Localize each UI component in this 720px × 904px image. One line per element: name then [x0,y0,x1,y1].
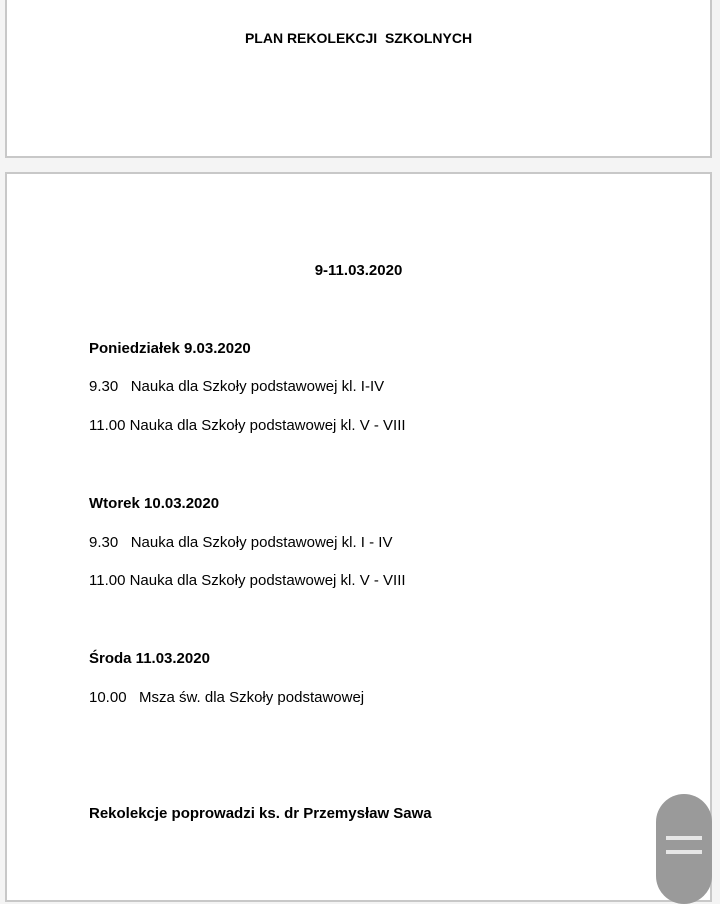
day-heading: Środa 11.03.2020 [89,650,210,667]
page-2 [5,172,712,902]
footer-note: Rekolekcje poprowadzi ks. dr Przemysław Sawa [89,805,432,822]
page-1 [5,0,712,158]
schedule-item: 10.00 Msza św. dla Szkoły podstawowej [89,689,365,706]
schedule-item: 9.30 Nauka dla Szkoły podstawowej kl. I-IV [89,378,385,395]
schedule-item: 11.00 Nauka dla Szkoły podstawowej kl. V - VIII [89,417,406,434]
date-range: 9-11.03.2020 [314,262,403,279]
scroll-handle[interactable] [656,794,712,904]
schedule-item: 9.30 Nauka dla Szkoły podstawowej kl. I - IV [89,534,393,551]
document-title: PLAN REKOLEKCJI SZKOLNYCH [244,30,473,46]
schedule-item: 11.00 Nauka dla Szkoły podstawowej kl. V - VIII [89,572,406,589]
day-heading: Poniedziałek 9.03.2020 [89,340,251,357]
day-heading: Wtorek 10.03.2020 [89,495,220,512]
